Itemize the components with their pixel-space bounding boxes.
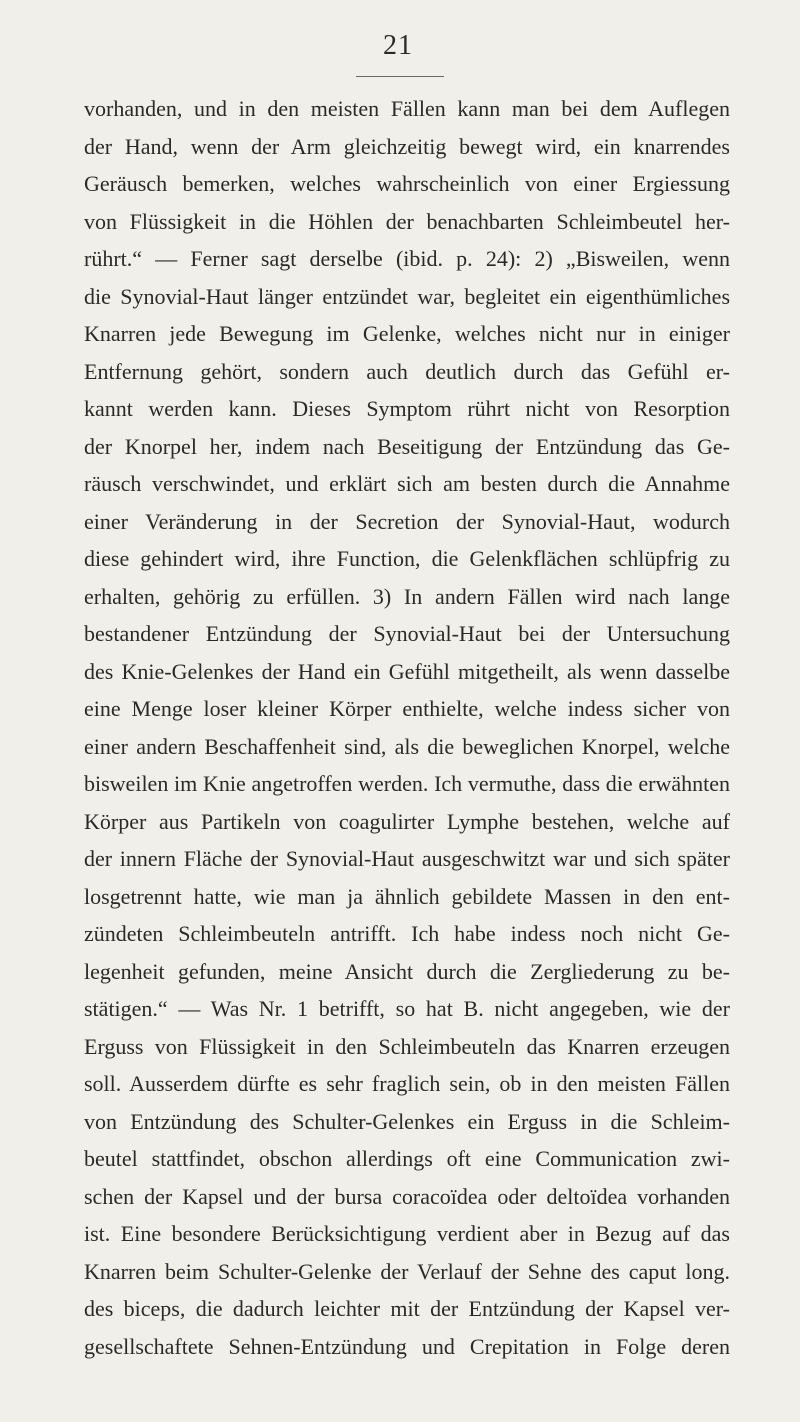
text-line: kannt werden kann. Dieses Symptom rührt nicht von Resorption bbox=[84, 396, 730, 421]
text-line: stätigen.“ — Was Nr. 1 betrifft, so hat B. nicht angegeben, wie der bbox=[84, 996, 730, 1021]
text-line: erhalten, gehörig zu erfüllen. 3) In andern Fällen wird nach lange bbox=[84, 583, 730, 609]
text-line: Körper aus Partikeln von coagulirter Lymphe bestehen, welche auf bbox=[84, 808, 730, 834]
text-line: Knarren beim Schulter-Gelenke der Verlauf der Sehne des caput long. bbox=[84, 1258, 730, 1284]
text-line: der Hand, wenn der Arm gleichzeitig bewegt wird, ein knarrendes bbox=[84, 133, 730, 159]
text-line: ist. Eine besondere Berücksichtigung verdient aber in Bezug auf das bbox=[84, 1221, 730, 1246]
text-line: vorhanden, und in den meisten Fällen kann man bei dem Auflegen bbox=[84, 96, 730, 121]
text-line: bisweilen im Knie angetroffen werden. Ich vermuthe, dass die erwähnten bbox=[84, 771, 730, 796]
page-number: 21 bbox=[383, 30, 413, 61]
text-line: gesellschaftete Sehnen-Entzündung und Crepitation in Folge deren bbox=[84, 1333, 730, 1359]
text-line: der Knorpel her, indem nach Beseitigung der Entzündung das Ge- bbox=[84, 433, 730, 459]
text-line: Entfernung gehört, sondern auch deutlich durch das Gefühl er- bbox=[84, 358, 730, 384]
text-line: von Flüssigkeit in die Höhlen der benachbarten Schleimbeutel her- bbox=[84, 208, 730, 234]
text-line: beutel stattfindet, obschon allerdings oft eine Communication zwi- bbox=[84, 1146, 730, 1171]
text-line: der innern Fläche der Synovial-Haut ausgeschwitzt war und sich später bbox=[84, 846, 730, 871]
text-line: einer Veränderung in der Secretion der Synovial-Haut, wodurch bbox=[84, 508, 730, 534]
text-line: schen der Kapsel und der bursa coracoïdea oder deltoïdea vorhanden bbox=[84, 1183, 730, 1209]
text-line: soll. Ausserdem dürfte es sehr fraglich sein, ob in den meisten Fällen bbox=[84, 1071, 730, 1096]
text-line: diese gehindert wird, ihre Function, die Gelenkflächen schlüpfrig zu bbox=[84, 546, 730, 571]
text-line: rührt.“ — Ferner sagt derselbe (ibid. p. 24): 2) „Bisweilen, wenn bbox=[84, 246, 730, 271]
text-line: zündeten Schleimbeuteln antrifft. Ich habe indess noch nicht Ge- bbox=[84, 921, 730, 946]
text-line: des Knie-Gelenkes der Hand ein Gefühl mitgetheilt, als wenn dasselbe bbox=[84, 658, 730, 684]
text-line: losgetrennt hatte, wie man ja ähnlich gebildete Massen in den ent- bbox=[84, 883, 730, 909]
text-line: Geräusch bemerken, welches wahrscheinlich von einer Ergiessung bbox=[84, 171, 730, 196]
text-line: räusch verschwindet, und erklärt sich am besten durch die Annahme bbox=[84, 471, 730, 496]
text-line: legenheit gefunden, meine Ansicht durch die Zergliederung zu be- bbox=[84, 958, 730, 984]
body-text bbox=[84, 90, 730, 1365]
text-line: eine Menge loser kleiner Körper enthielte, welche indess sicher von bbox=[84, 696, 730, 721]
text-line: Erguss von Flüssigkeit in den Schleimbeuteln das Knarren erzeugen bbox=[84, 1033, 730, 1059]
text-line: Knarren jede Bewegung im Gelenke, welches nicht nur in einiger bbox=[84, 321, 730, 346]
text-line: die Synovial-Haut länger entzündet war, begleitet ein eigenthümliches bbox=[84, 283, 730, 309]
text-line: des biceps, die dadurch leichter mit der Entzündung der Kapsel ver- bbox=[84, 1296, 730, 1321]
text-line: bestandener Entzündung der Synovial-Haut bei der Untersuchung bbox=[84, 621, 730, 646]
text-line: von Entzündung des Schulter-Gelenkes ein Erguss in die Schleim- bbox=[84, 1108, 730, 1134]
text-line: einer andern Beschaffenheit sind, als die beweglichen Knorpel, welche bbox=[84, 733, 730, 759]
page-number-rule bbox=[356, 76, 444, 77]
